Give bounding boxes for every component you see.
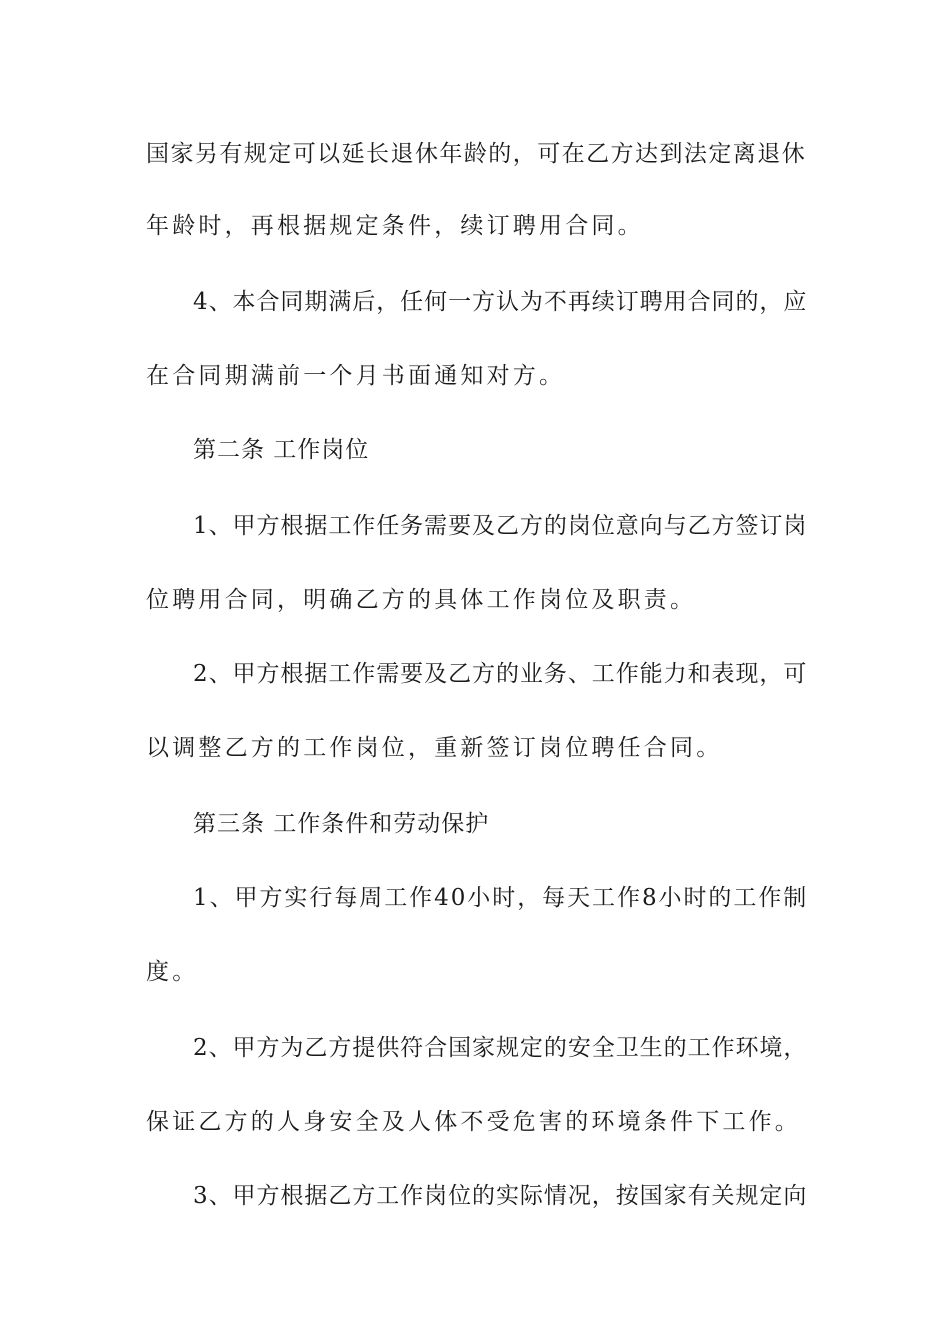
section-heading-3: 第三条 工作条件和劳动保护 [193,811,490,837]
text-line-6: 1、甲方根据工作任务需要及乙方的岗位意向与乙方签订岗 [193,513,808,539]
text-line-8: 2、甲方根据工作需要及乙方的业务、工作能力和表现，可 [193,661,808,687]
text-line-11: 1、甲方实行每周工作40小时，每天工作8小时的工作制 [193,885,809,911]
text-line-15: 3、甲方根据乙方工作岗位的实际情况，按国家有关规定向 [193,1183,808,1209]
text-line-14: 保证乙方的人身安全及人体不受危害的环境条件下工作。 [146,1109,801,1135]
text-line-4: 在合同期满前一个月书面通知对方。 [146,363,566,389]
text-line-3: 4、本合同期满后，任何一方认为不再续订聘用合同的，应 [193,289,808,315]
text-line-7: 位聘用合同，明确乙方的具体工作岗位及职责。 [146,587,697,613]
text-line-12: 度。 [146,959,199,985]
text-line-9: 以调整乙方的工作岗位，重新签订岗位聘任合同。 [146,735,723,761]
text-line-2: 年龄时，再根据规定条件，续订聘用合同。 [146,213,644,239]
text-line-1: 国家另有规定可以延长退休年龄的，可在乙方达到法定离退休 [146,141,807,167]
section-heading-2: 第二条 工作岗位 [193,437,370,463]
text-line-13: 2、甲方为乙方提供符合国家规定的安全卫生的工作环境， [193,1035,808,1061]
